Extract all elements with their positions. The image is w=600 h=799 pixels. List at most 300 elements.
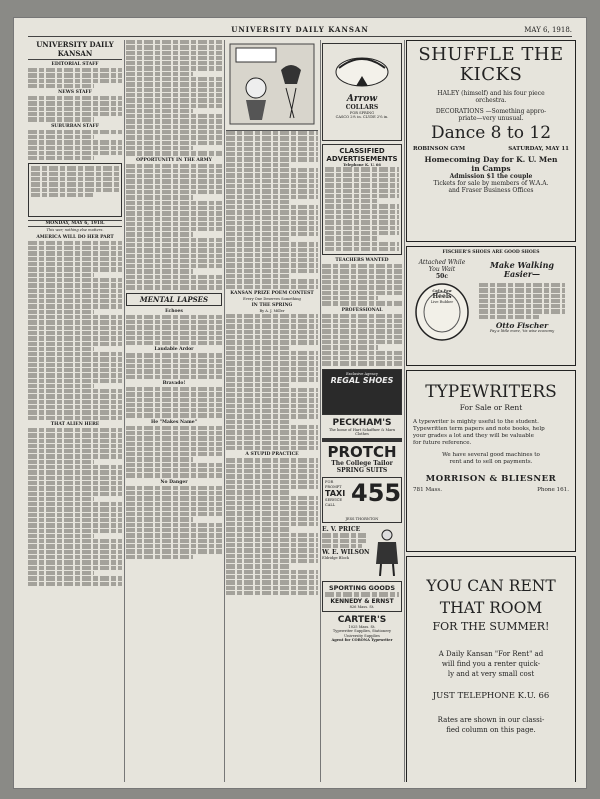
text-line bbox=[31, 166, 119, 170]
text-line bbox=[28, 368, 122, 372]
text-line bbox=[28, 273, 94, 277]
man-figure-icon bbox=[372, 528, 402, 576]
rent-heading: YOU CAN RENT bbox=[426, 577, 556, 595]
text-line bbox=[226, 195, 318, 199]
text-line bbox=[28, 523, 122, 527]
text-line bbox=[226, 377, 318, 381]
price-wilson-ad bbox=[322, 526, 402, 578]
fischer-shoes-ad bbox=[406, 246, 576, 366]
text-line bbox=[28, 299, 122, 303]
text-line bbox=[322, 291, 402, 295]
text-line bbox=[126, 82, 222, 86]
text-line bbox=[226, 319, 318, 323]
text-line bbox=[325, 173, 399, 177]
text-line bbox=[28, 331, 122, 335]
poem-contest-subhead: Every One Deserves Something bbox=[243, 296, 301, 301]
motto: This war; nothing else matters. bbox=[46, 228, 104, 233]
text-line bbox=[226, 517, 318, 521]
text-line bbox=[126, 269, 193, 273]
text-line bbox=[226, 340, 318, 344]
text-line bbox=[226, 490, 290, 494]
text-line bbox=[28, 449, 122, 453]
text-line bbox=[126, 528, 222, 532]
text-line bbox=[28, 433, 122, 437]
text-line bbox=[126, 341, 222, 345]
text-line bbox=[126, 403, 222, 407]
column-features bbox=[226, 40, 318, 782]
text-line bbox=[325, 236, 377, 240]
text-line bbox=[126, 496, 222, 500]
text-line bbox=[126, 174, 222, 178]
text-line bbox=[126, 468, 222, 472]
text-line bbox=[322, 544, 362, 548]
text-line bbox=[126, 264, 222, 268]
text-line bbox=[28, 439, 122, 443]
text-line bbox=[226, 533, 318, 537]
text-line bbox=[226, 409, 318, 413]
text-line bbox=[126, 325, 222, 329]
text-line bbox=[325, 242, 399, 246]
text-line bbox=[126, 222, 222, 226]
text-line bbox=[325, 178, 399, 182]
text-line bbox=[126, 141, 222, 145]
text-line bbox=[325, 204, 399, 208]
text-line bbox=[28, 454, 122, 458]
text-line bbox=[31, 193, 93, 197]
text-line bbox=[226, 263, 318, 267]
text-line bbox=[226, 522, 318, 526]
text-line bbox=[322, 324, 402, 328]
text-line bbox=[226, 258, 318, 262]
text-line bbox=[126, 125, 222, 129]
text-line bbox=[28, 492, 122, 496]
column-rule bbox=[320, 40, 321, 782]
editorial-body bbox=[28, 241, 122, 420]
typewriters-line: for future reference. bbox=[413, 440, 472, 446]
text-line bbox=[28, 470, 122, 474]
rent-rates-2: fied column on this page. bbox=[446, 726, 536, 734]
peckhams-sub: The home of Hart Schaffner & Marx Clothes bbox=[328, 427, 396, 436]
fischer-sub: Pay a little more, 'tis wise economy bbox=[489, 329, 555, 334]
text-line bbox=[126, 359, 222, 363]
typewriters-ad bbox=[406, 370, 576, 552]
rent-line: will find you a renter quick- bbox=[441, 660, 541, 668]
text-line bbox=[28, 246, 122, 250]
text-line bbox=[126, 119, 222, 123]
text-line bbox=[28, 151, 122, 155]
text-line bbox=[126, 56, 222, 60]
text-line bbox=[325, 247, 399, 251]
text-line bbox=[28, 394, 122, 398]
poem-byline: By A. J. Miller bbox=[259, 309, 285, 314]
text-line bbox=[126, 463, 222, 467]
rent-heading-3: FOR THE SUMMER! bbox=[432, 620, 550, 633]
text-line bbox=[126, 185, 222, 189]
column-articles bbox=[126, 40, 222, 782]
professional-body bbox=[322, 314, 402, 366]
text-line bbox=[126, 248, 222, 252]
text-line bbox=[226, 469, 318, 473]
text-line bbox=[126, 280, 222, 284]
text-line bbox=[126, 130, 222, 134]
text-line bbox=[31, 172, 119, 176]
fischer-attached: Attached While You Wait bbox=[418, 259, 466, 273]
text-line bbox=[28, 560, 122, 564]
text-line bbox=[226, 361, 318, 365]
text-line bbox=[28, 357, 122, 361]
text-line bbox=[28, 502, 122, 506]
text-line bbox=[226, 205, 318, 209]
text-line bbox=[28, 534, 94, 538]
text-line bbox=[226, 157, 318, 161]
price-name: E. V. PRICE bbox=[322, 526, 361, 534]
lapses-subhead: No Danger bbox=[160, 479, 188, 485]
text-line bbox=[126, 491, 222, 495]
text-line bbox=[28, 304, 122, 308]
text-line bbox=[226, 200, 290, 204]
fischer-brand-2: Heels bbox=[432, 293, 452, 301]
text-line bbox=[226, 184, 318, 188]
cartoon-illustration bbox=[226, 40, 318, 131]
text-line bbox=[226, 189, 318, 193]
taxi-label: PROMPT bbox=[325, 484, 342, 489]
text-line bbox=[226, 436, 318, 440]
text-line bbox=[28, 101, 122, 105]
column-rule bbox=[124, 40, 125, 782]
column-rule bbox=[224, 40, 225, 782]
text-line bbox=[28, 465, 122, 469]
classified-box bbox=[322, 144, 402, 255]
text-line bbox=[28, 497, 94, 501]
text-line bbox=[322, 280, 402, 284]
dance-tickets-2: and Fraser Business Offices bbox=[448, 187, 534, 194]
rent-phone: JUST TELEPHONE K.U. 66 bbox=[432, 691, 550, 701]
rent-rates: Rates are shown in our classi- bbox=[437, 716, 545, 724]
text-line bbox=[28, 400, 122, 404]
shuffle-line: DECORATIONS —Something appro- bbox=[435, 108, 547, 115]
lapses-subhead: Laudable Ardor bbox=[154, 347, 194, 353]
text-line bbox=[28, 84, 94, 88]
text-line bbox=[226, 580, 318, 584]
regal-agency: Exclusive Agency bbox=[346, 371, 378, 376]
text-line bbox=[126, 331, 222, 335]
kennedy-name: KENNEDY & ERNST bbox=[330, 597, 394, 605]
typewriters-line: A typewriter is mighty useful to the student. bbox=[413, 419, 539, 425]
text-line bbox=[322, 335, 402, 339]
text-line bbox=[226, 501, 318, 505]
text-line bbox=[126, 40, 222, 44]
text-line bbox=[28, 283, 122, 287]
text-line bbox=[126, 507, 222, 511]
text-line bbox=[126, 436, 222, 440]
text-line bbox=[226, 559, 318, 563]
protch-name: PROTCH bbox=[327, 443, 397, 462]
fischer-brand bbox=[421, 289, 463, 305]
carters-sub-3: Agent for CORONA Typewriter bbox=[331, 638, 393, 643]
fischer-slogan-2: Easier— bbox=[503, 269, 541, 279]
text-line bbox=[28, 389, 122, 393]
folio-date: MAY 6, 1918. bbox=[524, 26, 572, 34]
text-line bbox=[28, 68, 122, 72]
text-line bbox=[28, 428, 122, 432]
text-line bbox=[28, 112, 122, 116]
text-line bbox=[31, 177, 119, 181]
text-line bbox=[226, 586, 318, 590]
sporting-goods-ad bbox=[322, 581, 402, 612]
morrison-phone: Phone 161. bbox=[537, 487, 569, 493]
date-line: MONDAY, MAY 6, 1918. bbox=[28, 220, 122, 227]
text-line bbox=[126, 447, 222, 451]
text-line bbox=[226, 152, 318, 156]
text-line bbox=[226, 274, 290, 278]
text-line bbox=[226, 226, 318, 230]
text-line bbox=[325, 183, 399, 187]
taxi-label: FOR bbox=[325, 480, 334, 485]
text-line bbox=[226, 480, 318, 484]
text-line bbox=[126, 549, 222, 553]
text-line bbox=[28, 576, 122, 580]
page-folio bbox=[28, 24, 572, 37]
peckhams-name: PECKHAM'S bbox=[332, 417, 392, 428]
text-line bbox=[28, 96, 122, 100]
text-line bbox=[126, 211, 222, 215]
text-line bbox=[126, 77, 222, 81]
text-line bbox=[28, 347, 94, 351]
text-line bbox=[28, 460, 94, 464]
text-line bbox=[322, 319, 402, 323]
text-line bbox=[28, 363, 122, 367]
text-line bbox=[226, 147, 318, 151]
fischer-slogan: Make Walking bbox=[490, 260, 554, 270]
shuffle-line: priate—very unusual. bbox=[458, 115, 524, 122]
text-line bbox=[126, 408, 222, 412]
text-line bbox=[325, 199, 377, 203]
article-body bbox=[126, 40, 222, 156]
teachers-heading: TEACHERS WANTED bbox=[335, 258, 389, 264]
text-line bbox=[226, 356, 318, 360]
text-line bbox=[226, 285, 318, 289]
rent-line: ly and at very small cost bbox=[447, 670, 535, 678]
typewriters-heading: TYPEWRITERS bbox=[425, 382, 557, 402]
text-line bbox=[226, 464, 318, 468]
text-line bbox=[28, 267, 122, 271]
typewriters-sub: For Sale or Rent bbox=[459, 403, 523, 412]
text-line bbox=[28, 373, 122, 377]
text-line bbox=[226, 543, 318, 547]
rent-room-ad bbox=[406, 556, 576, 782]
text-line bbox=[479, 304, 565, 308]
text-line bbox=[226, 351, 318, 355]
text-line bbox=[226, 216, 318, 220]
text-line bbox=[126, 320, 222, 324]
text-line bbox=[126, 387, 222, 391]
text-line bbox=[126, 61, 222, 65]
text-line bbox=[126, 45, 222, 49]
fischer-heading: FISCHER'S SHOES ARE GOOD SHOES bbox=[442, 250, 540, 255]
text-line bbox=[28, 384, 94, 388]
text-line bbox=[226, 163, 290, 167]
text-line bbox=[28, 241, 122, 245]
text-line bbox=[28, 416, 122, 420]
text-line bbox=[126, 135, 222, 139]
text-line bbox=[28, 278, 122, 282]
text-line bbox=[226, 485, 318, 489]
text-line bbox=[322, 533, 366, 537]
text-line bbox=[479, 309, 565, 313]
opportunity-heading: OPPORTUNITY IN THE ARMY bbox=[136, 157, 212, 163]
shuffle-heading-2: KICKS bbox=[459, 64, 523, 85]
classified-body bbox=[325, 167, 399, 251]
classified-phone: Telephone K. U. 66 bbox=[343, 163, 381, 167]
text-line bbox=[479, 299, 565, 303]
text-line bbox=[126, 51, 222, 55]
shuffle-heading: SHUFFLE THE bbox=[418, 44, 564, 65]
text-line bbox=[28, 550, 122, 554]
text-line bbox=[126, 375, 222, 379]
dance-event: Homecoming Day for K. U. Men bbox=[424, 155, 558, 164]
text-line bbox=[226, 527, 290, 531]
text-line bbox=[126, 190, 222, 194]
text-line bbox=[226, 388, 318, 392]
text-line bbox=[226, 548, 318, 552]
text-line bbox=[126, 201, 222, 205]
lapses-body bbox=[126, 486, 222, 559]
poem-body bbox=[226, 314, 318, 451]
carters-sub: Typewriter Supplies, Stationery bbox=[332, 629, 392, 634]
text-line bbox=[126, 426, 222, 430]
classified-heading: CLASSIFIED ADVERTISEMENTS bbox=[326, 147, 398, 163]
text-line bbox=[126, 195, 193, 199]
text-line bbox=[126, 109, 193, 113]
arrow-season: FOR SPRING bbox=[349, 111, 375, 115]
text-line bbox=[226, 393, 318, 397]
text-line bbox=[226, 131, 318, 135]
shuffle-kicks-ad bbox=[406, 40, 576, 242]
text-line bbox=[226, 474, 318, 478]
text-line bbox=[126, 544, 222, 548]
rent-heading-2: THAT ROOM bbox=[439, 599, 543, 617]
morrison-address: 781 Mass. bbox=[413, 487, 443, 493]
stupid-practice-body bbox=[226, 458, 318, 595]
column-editorial bbox=[28, 40, 122, 782]
arrow-collars-ad bbox=[322, 43, 402, 141]
text-line bbox=[126, 259, 222, 263]
business-staff-heading: SUBURBAN STAFF bbox=[51, 123, 99, 129]
text-line bbox=[28, 294, 122, 298]
text-line bbox=[28, 507, 122, 511]
text-line bbox=[322, 356, 402, 360]
newspaper-page bbox=[14, 18, 586, 788]
text-line bbox=[322, 340, 402, 344]
text-line bbox=[322, 301, 402, 305]
text-line bbox=[28, 566, 122, 570]
text-line bbox=[226, 142, 318, 146]
text-line bbox=[28, 544, 122, 548]
text-line bbox=[126, 66, 222, 70]
text-line bbox=[226, 506, 318, 510]
text-line bbox=[322, 539, 366, 543]
regal-shoes-ad bbox=[322, 369, 402, 415]
text-line bbox=[325, 220, 399, 224]
text-line bbox=[226, 279, 318, 283]
text-line bbox=[322, 285, 402, 289]
text-line bbox=[28, 336, 122, 340]
fischer-right bbox=[479, 261, 565, 333]
text-line bbox=[28, 251, 122, 255]
text-line bbox=[126, 254, 222, 258]
lapses-body bbox=[126, 387, 222, 418]
text-line bbox=[226, 564, 290, 568]
collar-icon bbox=[325, 46, 399, 90]
taxi-label: SERVICE bbox=[325, 498, 343, 503]
lapses-subhead: Echoes bbox=[165, 308, 183, 314]
text-line bbox=[126, 392, 222, 396]
text-line bbox=[28, 352, 122, 356]
text-line bbox=[126, 114, 222, 118]
text-line bbox=[28, 156, 94, 160]
poem-contest-heading: KANSAN PRIZE POEM CONTEST bbox=[230, 290, 314, 296]
lapses-subhead: Bravado! bbox=[162, 380, 186, 386]
text-line bbox=[28, 405, 122, 409]
text-line bbox=[28, 476, 122, 480]
lapses-body bbox=[126, 353, 222, 378]
text-line bbox=[126, 398, 222, 402]
text-line bbox=[226, 367, 318, 371]
text-line bbox=[126, 217, 222, 221]
text-line bbox=[28, 315, 122, 319]
text-line bbox=[226, 232, 318, 236]
text-line bbox=[126, 457, 193, 461]
text-line bbox=[126, 517, 193, 521]
text-line bbox=[322, 296, 378, 300]
text-line bbox=[322, 269, 402, 273]
taxi-labels bbox=[325, 480, 351, 507]
text-line bbox=[322, 314, 402, 318]
text-line bbox=[28, 444, 122, 448]
text-line bbox=[226, 210, 318, 214]
text-line bbox=[126, 369, 222, 373]
folio-title: UNIVERSITY DAILY KANSAN bbox=[231, 25, 369, 34]
taxi-ad bbox=[322, 477, 402, 523]
text-line bbox=[325, 592, 399, 596]
text-line bbox=[28, 342, 122, 346]
text-line bbox=[322, 345, 378, 349]
text-line bbox=[226, 414, 318, 418]
text-line bbox=[126, 206, 222, 210]
text-line bbox=[479, 283, 565, 287]
editorial-heading-2: THAT ALIEN HERE bbox=[50, 421, 100, 427]
regal-brand: REGAL SHOES bbox=[330, 375, 394, 385]
feature-body bbox=[226, 131, 318, 289]
text-line bbox=[126, 336, 222, 340]
morrison-name: MORRISON & BLIESNER bbox=[425, 474, 557, 484]
column-display-ads bbox=[406, 40, 576, 782]
text-line bbox=[226, 314, 318, 318]
editorial-heading: AMERICA WILL DO HER PART bbox=[36, 234, 114, 240]
text-line bbox=[31, 188, 119, 192]
text-line bbox=[28, 486, 122, 490]
lapses-body bbox=[126, 315, 222, 346]
text-line bbox=[28, 79, 122, 83]
text-line bbox=[28, 379, 122, 383]
text-line bbox=[31, 182, 119, 186]
text-line bbox=[126, 72, 193, 76]
text-line bbox=[226, 179, 318, 183]
text-line bbox=[226, 248, 318, 252]
taxi-label: TAXI bbox=[325, 489, 346, 499]
dance-event-2: in Camps bbox=[471, 164, 511, 173]
column-advertisements bbox=[322, 40, 402, 782]
